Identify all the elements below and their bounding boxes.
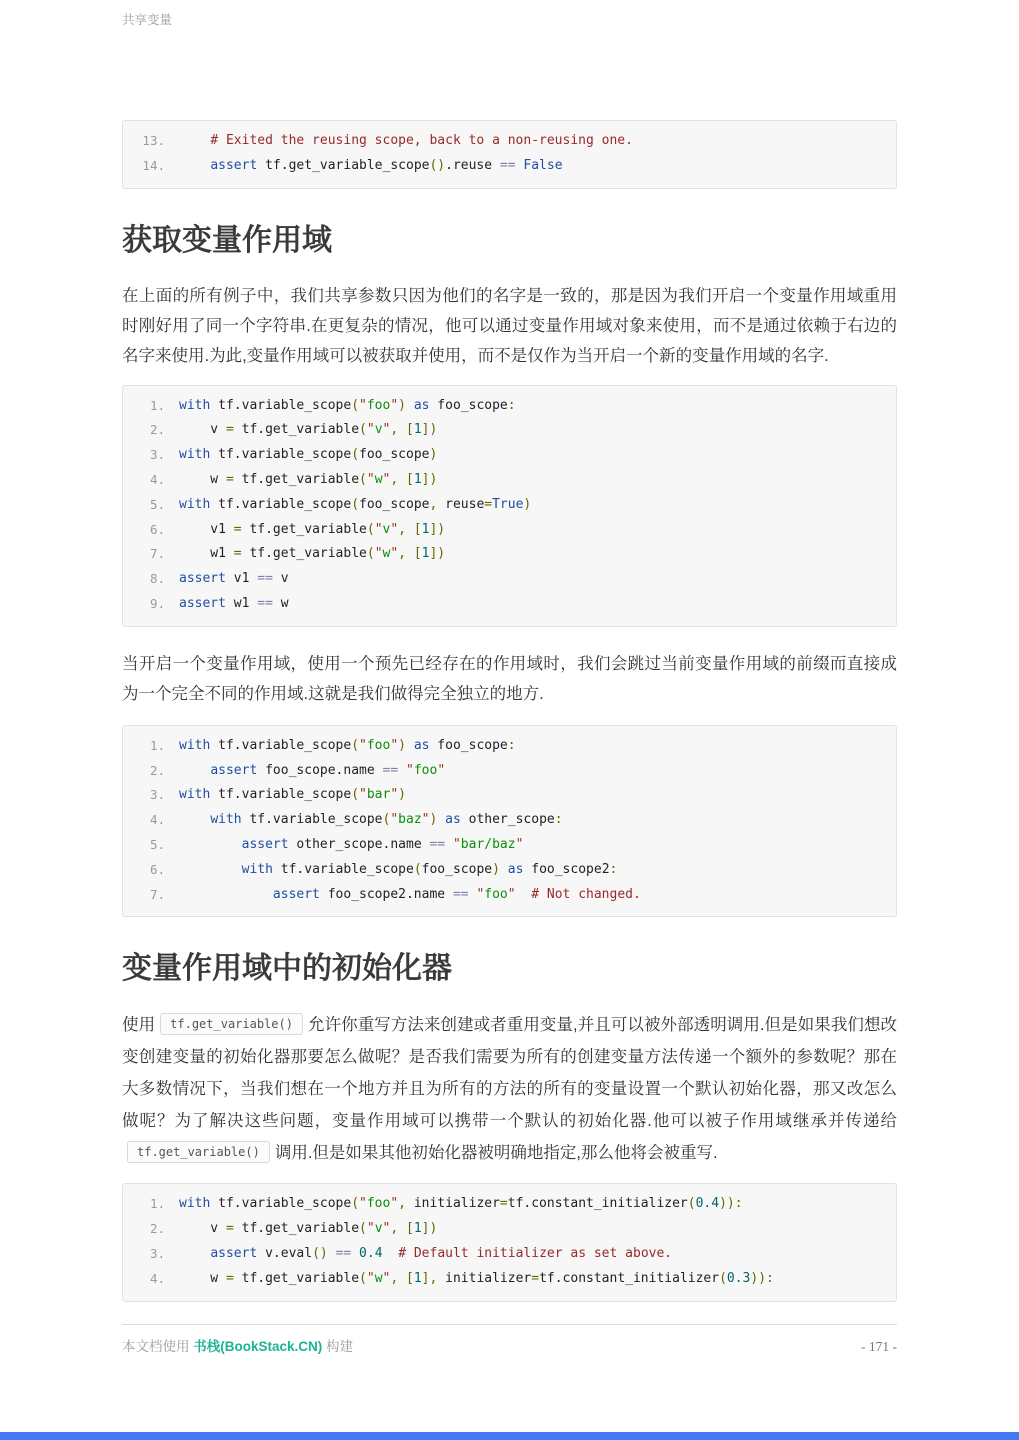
line-number: 4.	[149, 812, 165, 828]
line-number: 14.	[142, 157, 165, 173]
page-content	[122, 0, 897, 1302]
code-line: 4. with tf.variable_scope("baz") as other_scope:	[139, 808, 886, 833]
code-line: 1. with tf.variable_scope("foo", initializer=tf.constant_initializer(0.4)):	[139, 1192, 886, 1217]
code-line: 14. assert tf.get_variable_scope().reuse == False	[139, 154, 886, 179]
code-line: 1. with tf.variable_scope("foo") as foo_scope:	[139, 734, 886, 759]
line-number: 8.	[149, 571, 165, 587]
line-number: 2.	[149, 1221, 165, 1237]
line-number: 6.	[149, 861, 165, 877]
code-line: 7. assert foo_scope2.name == "foo" # Not changed.	[139, 883, 886, 908]
code-line: 2. assert foo_scope.name == "foo"	[139, 759, 886, 784]
line-number: 3.	[149, 447, 165, 463]
code-block-initializer	[122, 1183, 897, 1301]
code-line: 4. w = tf.get_variable("w", [1], initializer=tf.constant_initializer(0.3)):	[139, 1267, 886, 1292]
bottom-accent-bar	[0, 1432, 1019, 1440]
code-line: 4. w = tf.get_variable("w", [1])	[139, 468, 886, 493]
section-heading-initializers: 变量作用域中的初始化器	[122, 952, 452, 986]
line-number: 13.	[142, 133, 165, 148]
line-number: 2.	[149, 422, 165, 438]
section-heading-get-variable-scope: 获取变量作用域	[122, 223, 332, 257]
paragraph-scope-jump: 当开启一个变量作用域，使用一个预先已经存在的作用域时，我们会跳过当前变量作用域的前缀而直接成为一个完全不同的作用域.这就是我们做得完全独立的地方.	[122, 654, 897, 703]
code-line: 7. w1 = tf.get_variable("w", [1])	[139, 542, 886, 567]
code-block-exit-reuse	[122, 120, 897, 189]
line-number: 2.	[149, 762, 165, 778]
code-line: 6. v1 = tf.get_variable("v", [1])	[139, 518, 886, 543]
line-number: 4.	[149, 471, 165, 487]
paragraph-scope-intro: 在上面的所有例子中，我们共享参数只因为他们的名字是一致的，那是因为我们开启一个变量作用域重用时刚好用了同一个字符串.在更复杂的情况，他可以通过变量作用域对象来使用，而不是通过依赖于右边的名字来使用.为此,变量作用域可以被获取并使用，而不是仅作为当开启一个新的变量作用域的名字.	[122, 286, 897, 365]
code-line: 2. v = tf.get_variable("v", [1])	[139, 1217, 886, 1242]
line-number: 1.	[149, 737, 165, 753]
line-number: 7.	[149, 886, 165, 902]
running-header-title: 共享变量	[122, 13, 173, 27]
bookstack-link[interactable]: 书栈(BookStack.CN)	[193, 1339, 323, 1354]
inline-code: tf.get_variable()	[160, 1013, 303, 1035]
line-number: 9.	[149, 595, 165, 611]
code-block-foo-scope	[122, 385, 897, 627]
code-line: 8. assert v1 == v	[139, 567, 886, 592]
code-line: 3. with tf.variable_scope("bar")	[139, 783, 886, 808]
code-line: 3. with tf.variable_scope(foo_scope)	[139, 443, 886, 468]
page-number: - 171 -	[861, 1339, 897, 1354]
paragraph-initializers: 使用 tf.get_variable() 允许你重写方法来创建或者重用变量,并且可以被外部透明调用.但是如果我们想改变创建变量的初始化器那要怎么做呢？是否我们需要为所有的创建变量方法传递一个额外的参数呢？那在大多数情况下，当我们想在一个地方并且为所有的方法的所有的变量设置一个默认初始化器，那又改怎么做呢？为了解决这些问题，变量作用域可以携带一个默认的初始化器.他可以被子作用域继承并传递给tf.get_variable() 调用.但是如果其他初始化器被明确地指定,那么他将会被重写.	[122, 1009, 897, 1169]
line-number: 5.	[149, 836, 165, 852]
line-number: 3.	[149, 787, 165, 803]
code-block-nested-scope	[122, 725, 897, 918]
line-number: 6.	[149, 521, 165, 537]
line-number: 1.	[149, 397, 165, 413]
code-line: 5. assert other_scope.name == "bar/baz"	[139, 833, 886, 858]
code-line: 3. assert v.eval() == 0.4 # Default initializer as set above.	[139, 1242, 886, 1267]
page-footer	[122, 1324, 897, 1355]
footer-suffix: 构建	[322, 1339, 354, 1354]
code-line: 6. with tf.variable_scope(foo_scope) as foo_scope2:	[139, 858, 886, 883]
code-line: 13. # Exited the reusing scope, back to a non-reusing one.	[139, 129, 886, 154]
line-number: 5.	[149, 496, 165, 512]
code-line: 9. assert w1 == w	[139, 592, 886, 617]
code-line: 5. with tf.variable_scope(foo_scope, reuse=True)	[139, 493, 886, 518]
line-number: 4.	[149, 1270, 165, 1286]
code-line: 1. with tf.variable_scope("foo") as foo_scope:	[139, 394, 886, 419]
footer-build-note	[122, 1335, 353, 1355]
footer-prefix: 本文档使用	[122, 1339, 194, 1354]
code-line: 2. v = tf.get_variable("v", [1])	[139, 418, 886, 443]
line-number: 1.	[149, 1196, 165, 1212]
line-number: 3.	[149, 1245, 165, 1261]
line-number: 7.	[149, 546, 165, 562]
inline-code: tf.get_variable()	[127, 1141, 270, 1163]
